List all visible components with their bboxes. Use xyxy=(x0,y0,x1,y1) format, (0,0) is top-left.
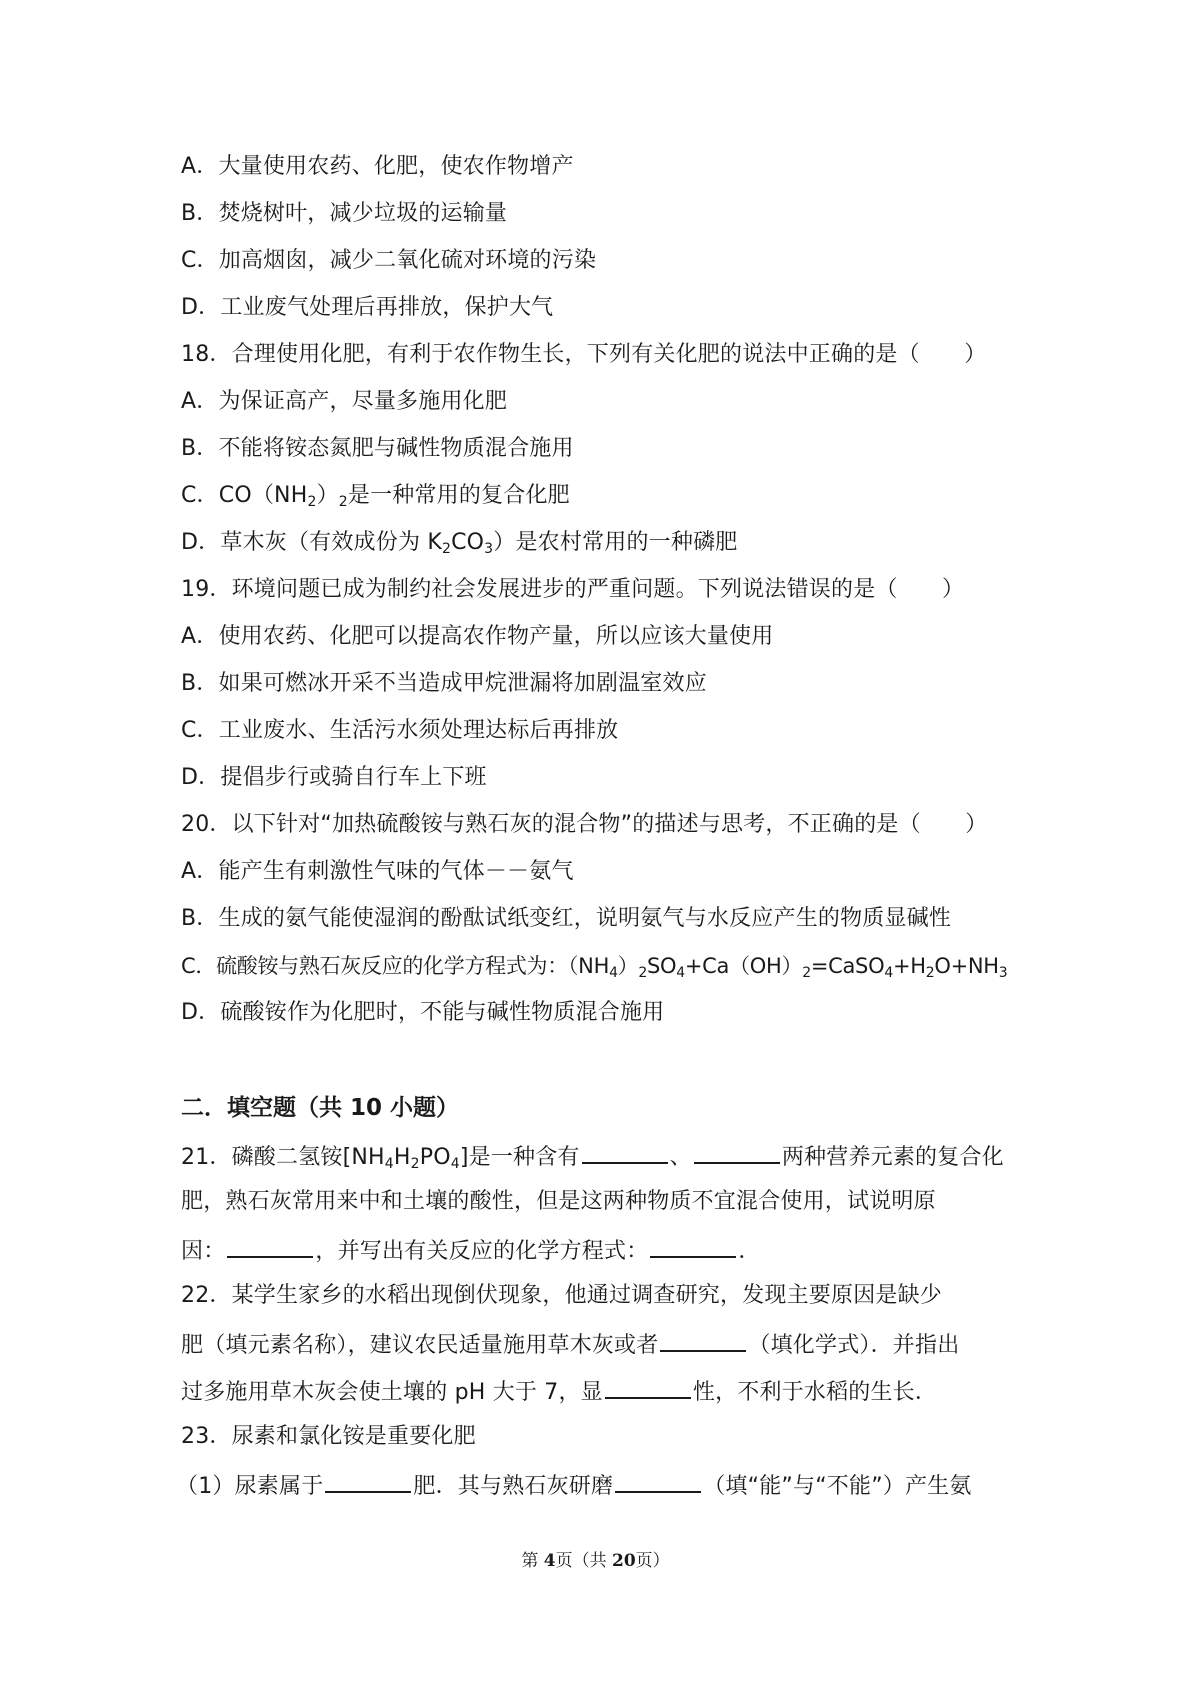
line-q18a: A．为保证高产，尽量多施用化肥 xyxy=(181,389,508,414)
answer-blank[interactable] xyxy=(615,1469,701,1493)
q23-line-1: 23．尿素和氯化铵是重要化肥 xyxy=(181,1424,476,1449)
page-footer: 第 4页（共 20页） xyxy=(521,1551,670,1571)
answer-blank[interactable] xyxy=(650,1234,736,1258)
line-q17b: B．焚烧树叶，减少垃圾的运输量 xyxy=(181,201,508,226)
line-q18b: B．不能将铵态氮肥与碱性物质混合施用 xyxy=(181,436,574,461)
q21-line-3: 因： ，并写出有关反应的化学方程式： ． xyxy=(181,1234,761,1267)
q22-line-3: 过多施用草木灰会使土壤的 pH 大于 7，显 性，不利于水稻的生长． xyxy=(181,1375,937,1408)
answer-blank[interactable] xyxy=(660,1328,746,1352)
line-q19b: B．如果可燃冰开采不当造成甲烷泄漏将加剧温室效应 xyxy=(181,671,707,696)
answer-blank[interactable] xyxy=(605,1375,691,1399)
line-q20a: A．能产生有刺激性气味的气体－－氨气 xyxy=(181,859,574,884)
line-q19c: C．工业废水、生活污水须处理达标后再排放 xyxy=(181,718,619,743)
answer-blank[interactable] xyxy=(325,1469,411,1493)
line-q20b: B．生成的氨气能使湿润的酚酞试纸变红，说明氨气与水反应产生的物质显碱性 xyxy=(181,906,952,931)
line-q19a: A．使用农药、化肥可以提高农作物产量，所以应该大量使用 xyxy=(181,624,774,649)
q22-line-2: 肥（填元素名称），建议农民适量施用草木灰或者 （填化学式）．并指出 xyxy=(181,1328,959,1361)
line-q19d: D．提倡步行或骑自行车上下班 xyxy=(181,765,487,790)
q21-line-1: 21．磷酸二氢铵$[NH_4H_2PO_4]$是一种含有 、 两种营养元素的复合化 xyxy=(181,1140,1004,1179)
q23-line-2: （1）尿素属于 肥．其与熟石灰研磨 （填“能”与“不能”）产生氨 xyxy=(176,1469,972,1502)
q21-line-2: 肥，熟石灰常用来中和土壤的酸性，但是这两种物质不宜混合使用，试说明原 xyxy=(181,1189,936,1214)
answer-blank[interactable] xyxy=(227,1234,313,1258)
q18-option-c: C．$CO(NH_2)_2$是一种常用的复合化肥 xyxy=(181,483,570,510)
section-title: 二．填空题（共 10 小题） xyxy=(181,1095,460,1121)
line-q17c: C．加高烟囱，减少二氧化硫对环境的污染 xyxy=(181,248,597,273)
line-q17d: D．工业废气处理后再排放，保护大气 xyxy=(181,295,554,320)
answer-blank[interactable] xyxy=(582,1140,668,1164)
line-q17a: A．大量使用农药、化肥，使农作物增产 xyxy=(181,154,574,179)
q22-line-1: 22．某学生家乡的水稻出现倒伏现象，他通过调查研究，发现主要原因是缺少 xyxy=(181,1283,942,1308)
line-q20d: D．硫酸铵作为化肥时，不能与碱性物质混合施用 xyxy=(181,1000,665,1025)
q20-option-c: C．硫酸铵与熟石灰反应的化学方程式为：$(NH_4)_2SO_4+Ca(OH)_2=CaSO_4+H_2O+NH_3$ xyxy=(181,954,1008,981)
line-q20: 20．以下针对“加热硫酸铵与熟石灰的混合物”的描述与思考，不正确的是（ ） xyxy=(181,812,988,837)
answer-blank[interactable] xyxy=(694,1140,780,1164)
line-q18: 18．合理使用化肥，有利于农作物生长，下列有关化肥的说法中正确的是（ ） xyxy=(181,342,987,367)
line-q19: 19．环境问题已成为制约社会发展进步的严重问题。下列说法错误的是（ ） xyxy=(181,577,965,602)
q18-option-d: D．草木灰（有效成份为 $K_2CO_3$）是农村常用的一种磷肥 xyxy=(181,530,738,557)
